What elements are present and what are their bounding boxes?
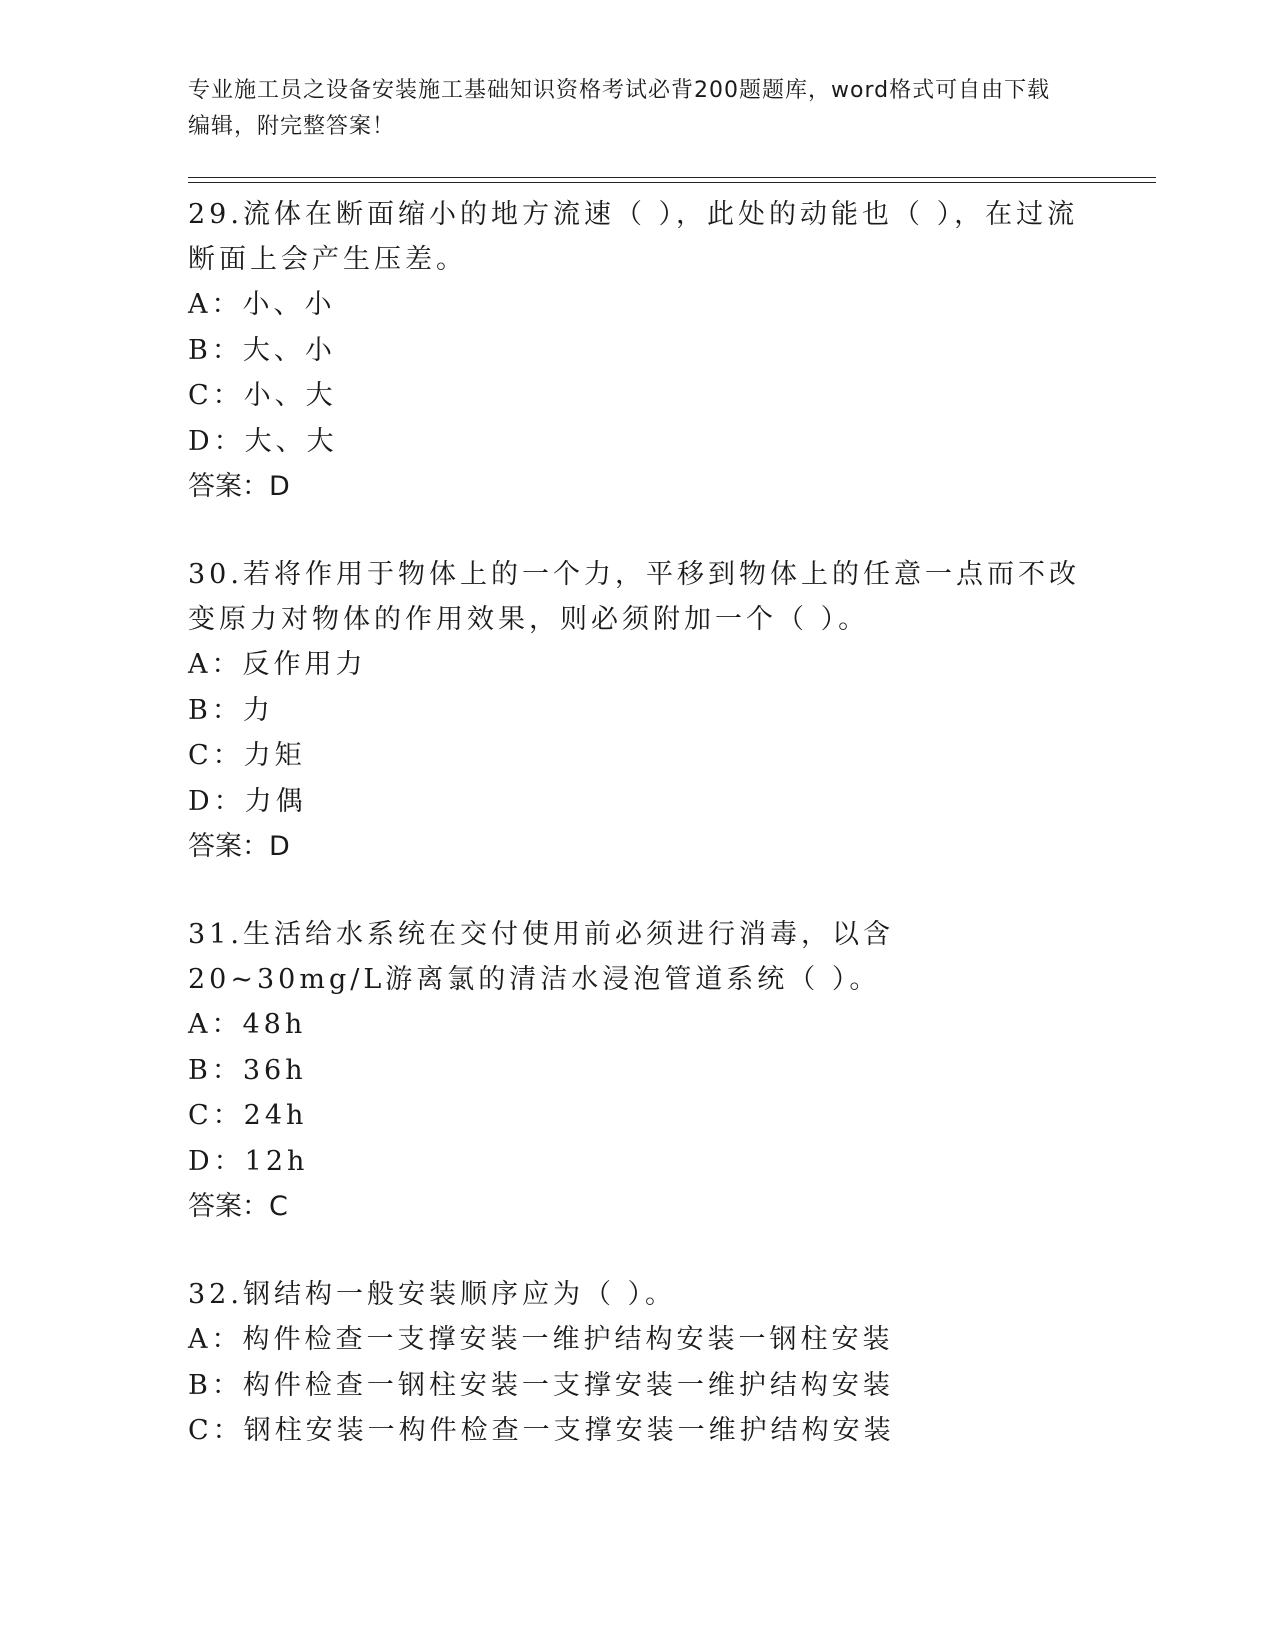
- option-b: B：36h: [188, 1054, 307, 1086]
- option-a: A：小、小: [188, 289, 336, 320]
- option-b: B：力: [188, 694, 274, 726]
- answer-line: 答案：D: [188, 471, 290, 502]
- question-list: [188, 192, 1088, 1496]
- question-text: 32.钢结构一般安装顺序应为（ ）。: [188, 1279, 677, 1310]
- option-c: C：24h: [188, 1100, 308, 1131]
- option-b: B：构件检查一钢柱安装一支撑安装一维护结构安装: [188, 1369, 894, 1401]
- question-29: [188, 192, 1088, 510]
- option-a: A：反作用力: [188, 649, 367, 680]
- question-text: 31.生活给水系统在交付使用前必须进行消毒，以含20~30mg/L游离氯的清洁水浸泡管道系统（ ）。: [188, 919, 894, 995]
- question-text: 30.若将作用于物体上的一个力，平移到物体上的任意一点而不改变原力对物体的作用效果，则必须附加一个（ ）。: [188, 559, 1080, 635]
- answer-line: 答案：C: [188, 1191, 288, 1222]
- header-divider-top: [188, 177, 1156, 178]
- option-a: A：构件检查一支撑安装一维护结构安装一钢柱安装: [188, 1324, 894, 1355]
- question-31: [188, 912, 1088, 1230]
- header-divider-bottom: [188, 182, 1156, 183]
- option-c: C：力矩: [188, 740, 306, 771]
- option-d: D：大、大: [188, 425, 338, 457]
- question-30: [188, 552, 1088, 870]
- question-32: [188, 1272, 1088, 1454]
- option-c: C：钢柱安装一构件检查一支撑安装一维护结构安装: [188, 1415, 895, 1446]
- option-d: D：力偶: [188, 785, 307, 817]
- answer-line: 答案：D: [188, 831, 290, 862]
- option-c: C：小、大: [188, 380, 337, 411]
- question-text: 29.流体在断面缩小的地方流速（ ），此处的动能也（ ），在过流断面上会产生压差。: [188, 199, 1079, 275]
- document-header: 专业施工员之设备安装施工基础知识资格考试必背200题题库，word格式可自由下载编辑，附完整答案！: [188, 78, 1051, 139]
- option-b: B：大、小: [188, 334, 336, 366]
- option-a: A：48h: [188, 1009, 307, 1040]
- option-d: D：12h: [188, 1145, 309, 1177]
